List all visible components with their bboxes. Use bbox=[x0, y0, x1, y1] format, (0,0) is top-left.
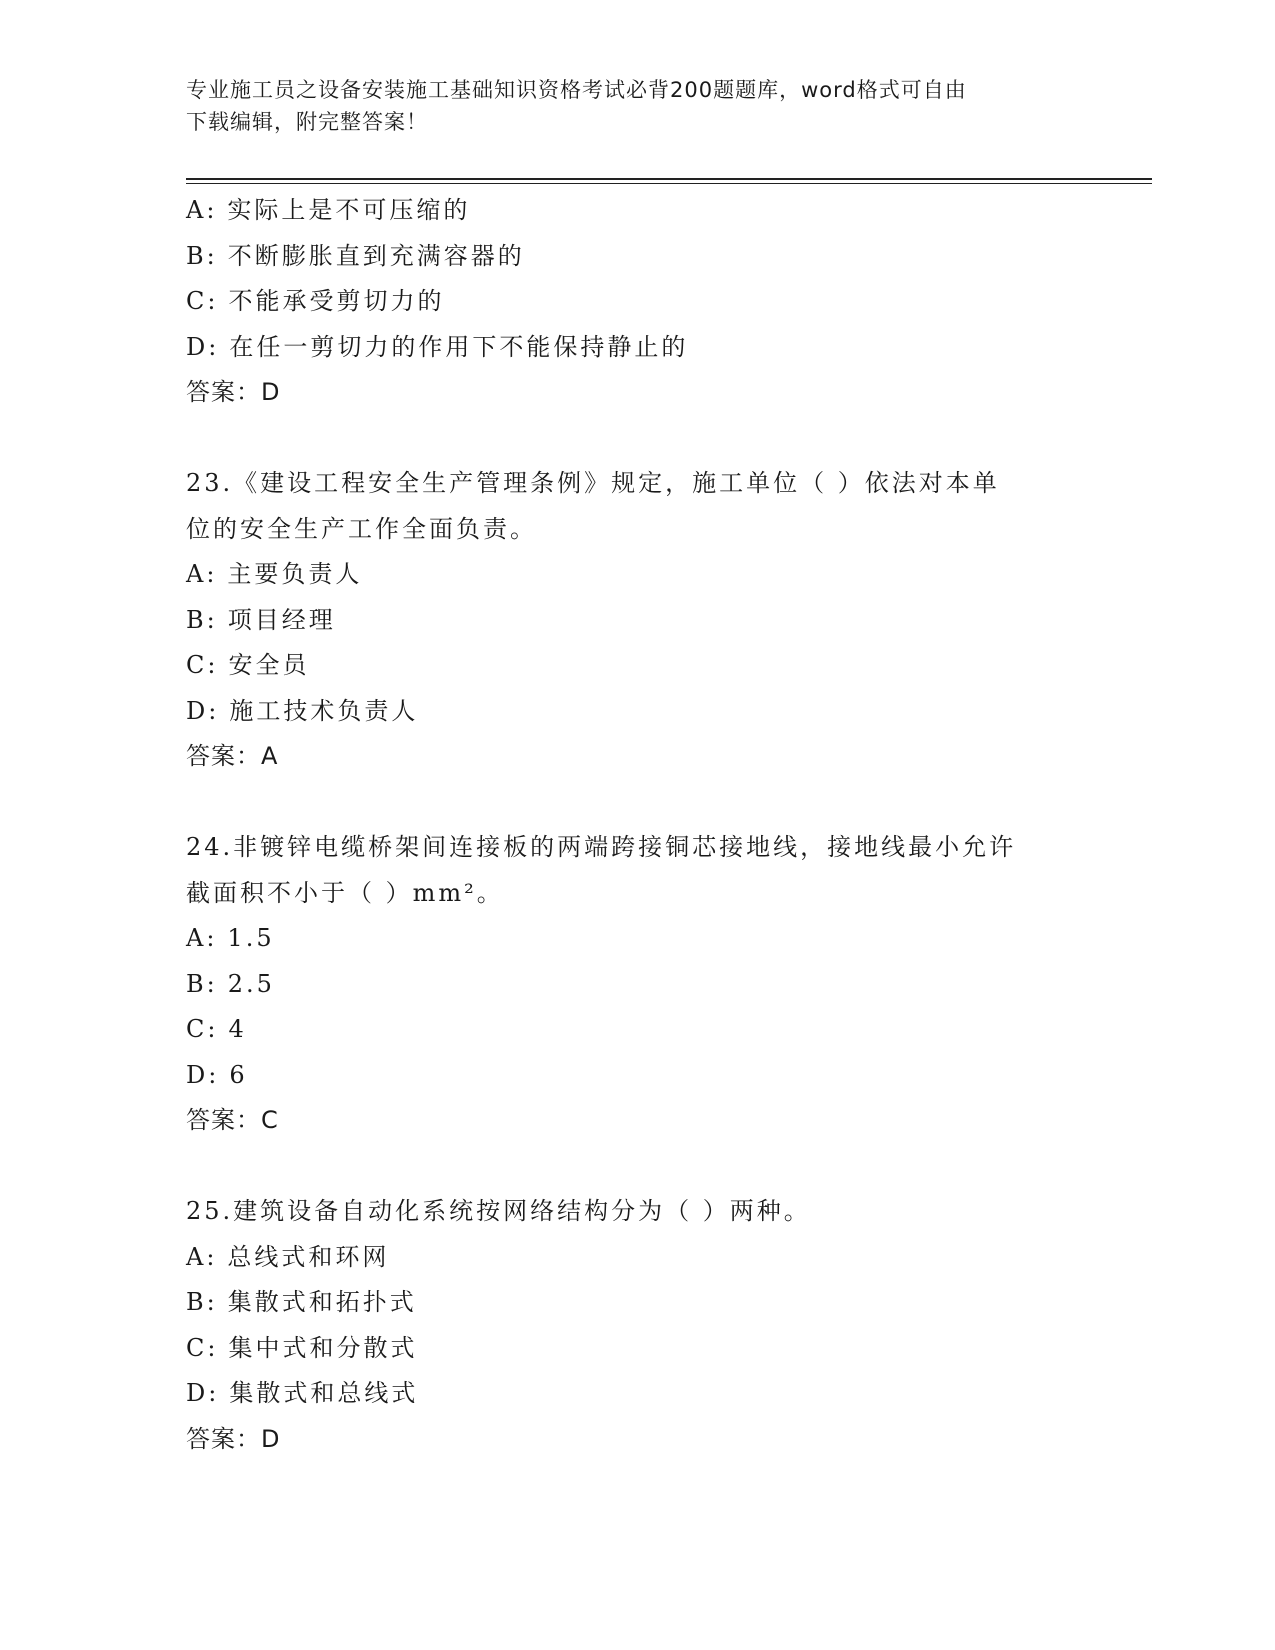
option-text: 1.5 bbox=[227, 924, 275, 952]
option-c bbox=[186, 1007, 1086, 1053]
option-b bbox=[186, 962, 1086, 1008]
option-label: C: bbox=[186, 1333, 219, 1362]
option-d bbox=[186, 1371, 1086, 1417]
option-text: 实际上是不可压缩的 bbox=[227, 196, 471, 224]
option-text: 主要负责人 bbox=[227, 560, 363, 588]
question-stem-line-1: 25.建筑设备自动化系统按网络结构分为（ ）两种。 bbox=[186, 1197, 811, 1225]
option-d bbox=[186, 325, 1086, 371]
question-stem-line-2: 位的安全生产工作全面负责。 bbox=[186, 514, 537, 543]
option-text: 6 bbox=[229, 1060, 248, 1089]
option-d bbox=[186, 689, 1086, 735]
option-b bbox=[186, 1280, 1086, 1326]
option-text: 不断膨胀直到充满容器的 bbox=[227, 241, 525, 270]
option-label: B: bbox=[186, 605, 218, 634]
option-d bbox=[186, 1053, 1086, 1099]
option-text: 集散式和总线式 bbox=[229, 1379, 419, 1407]
option-label: D: bbox=[186, 696, 220, 725]
option-text: 安全员 bbox=[228, 651, 310, 679]
option-label: B: bbox=[186, 241, 218, 270]
spacer bbox=[186, 780, 1086, 826]
option-b bbox=[186, 234, 1086, 280]
option-text: 总线式和环网 bbox=[227, 1242, 390, 1271]
option-a bbox=[186, 1235, 1086, 1281]
question-23 bbox=[186, 461, 1086, 780]
option-text: 施工技术负责人 bbox=[229, 696, 419, 725]
question-22-continued bbox=[186, 188, 1086, 416]
option-b bbox=[186, 598, 1086, 644]
spacer bbox=[186, 416, 1086, 462]
question-stem-line-2: 截面积不小于（ ）mm²。 bbox=[186, 878, 504, 907]
header-line-2: 下载编辑，附完整答案！ bbox=[186, 110, 428, 134]
option-text: 不能承受剪切力的 bbox=[228, 287, 445, 315]
option-label: D: bbox=[186, 1379, 220, 1407]
option-label: C: bbox=[186, 1015, 219, 1043]
spacer bbox=[186, 1144, 1086, 1190]
question-stem-line-1: 23.《建设工程安全生产管理条例》规定，施工单位（ ）依法对本单 bbox=[186, 469, 1000, 497]
option-a bbox=[186, 916, 1086, 962]
option-label: A: bbox=[186, 924, 218, 952]
option-label: D: bbox=[186, 1060, 220, 1089]
option-text: 集散式和拓扑式 bbox=[227, 1288, 417, 1316]
document-header bbox=[186, 74, 1066, 138]
option-a bbox=[186, 552, 1086, 598]
option-c bbox=[186, 279, 1086, 325]
header-rule-thin bbox=[186, 183, 1152, 184]
option-text: 在任一剪切力的作用下不能保持静止的 bbox=[229, 332, 689, 361]
option-label: C: bbox=[186, 651, 219, 679]
option-label: A: bbox=[186, 1242, 218, 1271]
answer-line: 答案：D bbox=[186, 1424, 281, 1453]
answer-line: 答案：D bbox=[186, 378, 281, 406]
option-a bbox=[186, 188, 1086, 234]
header-rule-thick bbox=[186, 178, 1152, 180]
answer-line: 答案：C bbox=[186, 1106, 279, 1134]
answer-line: 答案：A bbox=[186, 742, 279, 770]
option-label: D: bbox=[186, 332, 220, 361]
option-c bbox=[186, 643, 1086, 689]
question-25 bbox=[186, 1189, 1086, 1462]
option-text: 集中式和分散式 bbox=[228, 1333, 418, 1362]
option-c bbox=[186, 1326, 1086, 1372]
option-text: 2.5 bbox=[227, 969, 275, 998]
question-stem-line-1: 24.非镀锌电缆桥架间连接板的两端跨接铜芯接地线，接地线最小允许 bbox=[186, 833, 1017, 861]
question-list bbox=[186, 188, 1086, 1462]
option-label: B: bbox=[186, 1288, 218, 1316]
option-label: A: bbox=[186, 560, 218, 588]
option-label: A: bbox=[186, 196, 218, 224]
option-label: B: bbox=[186, 969, 218, 998]
header-line-1: 专业施工员之设备安装施工基础知识资格考试必背200题题库，word格式可自由 bbox=[186, 78, 967, 102]
option-label: C: bbox=[186, 287, 219, 315]
option-text: 项目经理 bbox=[227, 605, 336, 634]
option-text: 4 bbox=[228, 1015, 247, 1043]
question-24 bbox=[186, 825, 1086, 1144]
